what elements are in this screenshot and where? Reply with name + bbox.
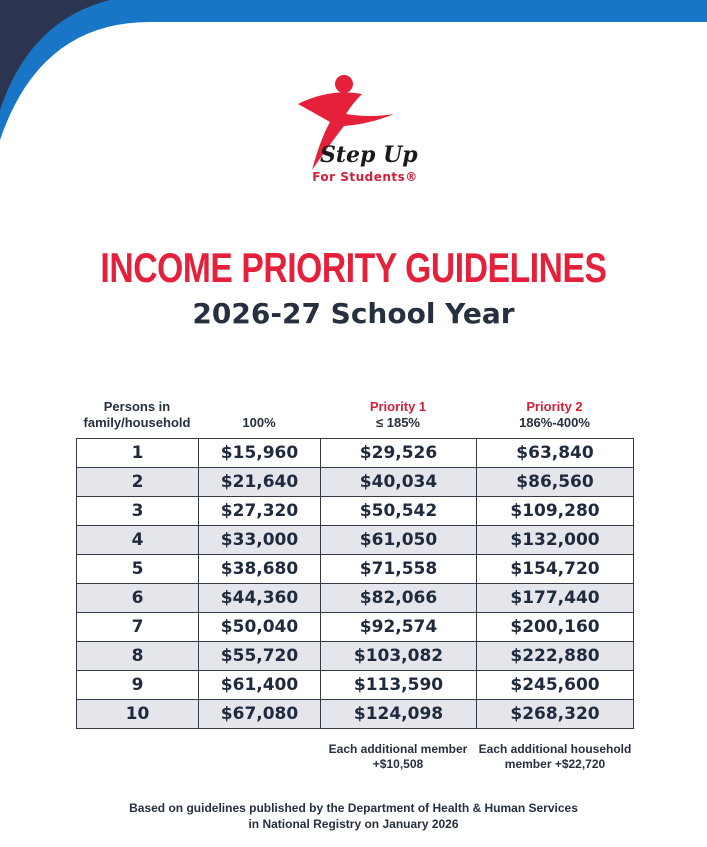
table-cell: $82,066 xyxy=(321,584,477,613)
table-cell: $268,320 xyxy=(477,700,634,729)
table-cell: $63,840 xyxy=(477,439,634,468)
priority-2-additional-note: Each additional household member +$22,720 xyxy=(478,742,632,771)
table-cell: $21,640 xyxy=(199,468,321,497)
table-cell: $15,960 xyxy=(199,439,321,468)
table-row xyxy=(77,526,634,555)
table-row xyxy=(77,555,634,584)
table-cell: 2 xyxy=(77,468,199,497)
column-header-persons: Persons in family/household xyxy=(83,399,191,430)
table-cell: $200,160 xyxy=(477,613,634,642)
table-cell: 8 xyxy=(77,642,199,671)
table-row xyxy=(77,613,634,642)
table-row xyxy=(77,497,634,526)
table-cell: 6 xyxy=(77,584,199,613)
table-cell: $50,542 xyxy=(321,497,477,526)
table-cell: 10 xyxy=(77,700,199,729)
page-subtitle: 2026-27 School Year xyxy=(192,297,515,330)
table-cell: $33,000 xyxy=(199,526,321,555)
table-row xyxy=(77,700,634,729)
page-title: INCOME PRIORITY GUIDELINES xyxy=(100,244,607,291)
table-cell: $67,080 xyxy=(199,700,321,729)
table-cell: $177,440 xyxy=(477,584,634,613)
table-cell: $44,360 xyxy=(199,584,321,613)
income-table xyxy=(76,438,634,729)
table-cell: 4 xyxy=(77,526,199,555)
table-cell: $71,558 xyxy=(321,555,477,584)
table-cell: 5 xyxy=(77,555,199,584)
table-cell: $29,526 xyxy=(321,439,477,468)
table-row xyxy=(77,439,634,468)
table-cell: $154,720 xyxy=(477,555,634,584)
table-row xyxy=(77,671,634,700)
table-cell: $92,574 xyxy=(321,613,477,642)
table-row xyxy=(77,584,634,613)
logo-wordmark: Step Up xyxy=(320,142,418,168)
table-cell: $61,050 xyxy=(321,526,477,555)
column-header-priority-1: Priority 1 ≤ 185% xyxy=(369,399,427,430)
column-header-100: 100% xyxy=(242,415,276,430)
table-cell: 1 xyxy=(77,439,199,468)
table-cell: $38,680 xyxy=(199,555,321,584)
table-cell: $27,320 xyxy=(199,497,321,526)
table-cell: $103,082 xyxy=(321,642,477,671)
table-cell: $222,880 xyxy=(477,642,634,671)
table-cell: $124,098 xyxy=(321,700,477,729)
column-header-priority-2: Priority 2 186%-400% xyxy=(519,399,590,430)
table-cell: 9 xyxy=(77,671,199,700)
table-cell: $113,590 xyxy=(321,671,477,700)
table-row xyxy=(77,642,634,671)
table-cell: $40,034 xyxy=(321,468,477,497)
table-cell: 7 xyxy=(77,613,199,642)
table-cell: $61,400 xyxy=(199,671,321,700)
table-cell: $132,000 xyxy=(477,526,634,555)
table-cell: $86,560 xyxy=(477,468,634,497)
priority-1-additional-note: Each additional member +$10,508 xyxy=(328,742,468,771)
table-cell: $245,600 xyxy=(477,671,634,700)
table-cell: $50,040 xyxy=(199,613,321,642)
table-row xyxy=(77,468,634,497)
footer-source-note: Based on guidelines published by the Department of Health & Human Services in National Registry on January 2026 xyxy=(129,801,578,831)
table-cell: $55,720 xyxy=(199,642,321,671)
table-cell: $109,280 xyxy=(477,497,634,526)
table-cell: 3 xyxy=(77,497,199,526)
logo-tagline: For Students® xyxy=(312,170,418,184)
